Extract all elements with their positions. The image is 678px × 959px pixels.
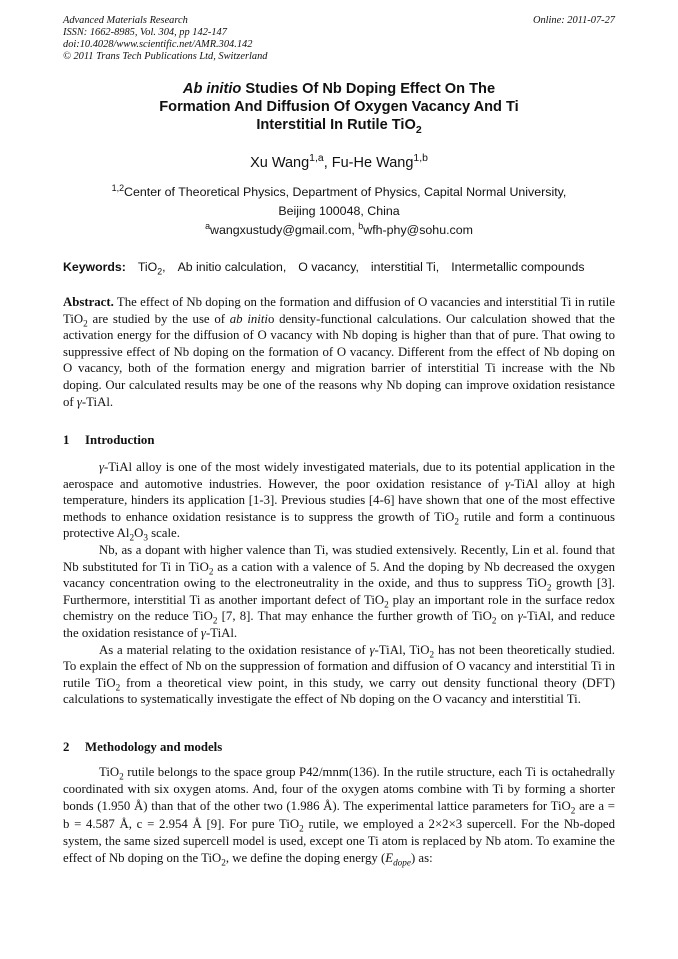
email-line: $^a$wangxustudy@gmail.com, $^b$wfh-phy@sohu.com [205, 220, 473, 237]
keyword-5: Intermetallic compounds [451, 260, 585, 274]
author-1: Xu Wang [250, 155, 310, 171]
section-1-number: 1 [63, 433, 70, 447]
affiliation-line1: Center of Theoretical Physics, Department of Physics, Capital Normal University, [124, 185, 567, 199]
keywords [63, 259, 615, 275]
section-1-title: Introduction [85, 433, 155, 447]
journal-name: Advanced Materials Research [63, 15, 188, 26]
section-2-number: 2 [63, 740, 70, 754]
email-a: wangxustudy@gmail.com, [210, 223, 359, 237]
intro-paragraph-3: As a material relating to the oxidation resistance of γ-TiAl, TiO$_2$ has not been theoretically studied. To explain the effect of Nb on the suppression of formation and diffusion of O vacancy and interstitial Ti in rutile TiO$_2$ from a theoretical view point, in this study, we carry out density functional theory (DFT) calculations to systematically investigate the effect of Nb doping on the O vacancy and interstitial Ti. [63, 642, 615, 707]
section-2-heading [63, 739, 615, 756]
title-italic: Ab initio [182, 81, 242, 97]
methods-paragraph-1: TiO$_2$ rutile belongs to the space group P42/mnm(136). In the rutile structure, each Ti is octahedrally coordinated with six oxygen atoms. And, four of the oxygen atoms combine with Ti by forming a shorter bonds (1.950 Å) than that of the other two (1.986 Å). The experimental lattice parameters for TiO$_2$ are a = b = 4.587 Å, c = 2.954 Å [9]. For pure TiO$_2$ rutile, we employed a 2×2×3 supercell. For the Nb-doped system, the same sized supercell model is used, except one Ti atom is replaced by Nb atom. To examine the effect of Nb doping on the TiO$_2$, we define the doping energy $(E_{dope})$ as: [63, 765, 615, 868]
author-2: Fu-He Wang [331, 155, 414, 171]
title-line2: Formation And Diffusion Of Oxygen Vacancy And Ti [159, 99, 519, 115]
issn-line: ISSN: 1662-8985, Vol. 304, pp 142-147 [63, 27, 227, 38]
email-b: wfh-phy@sohu.com [363, 223, 473, 237]
affiliation-line2: Beijing 100048, China [278, 204, 400, 218]
title-line3: Interstitial In Rutile TiO [256, 117, 416, 133]
abstract-label: Abstract. [63, 295, 114, 309]
copyright-line: © 2011 Trans Tech Publications Ltd, Switzerland [63, 51, 268, 62]
keyword-4: interstitial Ti, [370, 260, 440, 274]
abstract: Abstract. The effect of Nb doping on the formation and diffusion of O vacancies and interstitial Ti in rutile TiO$_2$ are studied by the use of ab initio density-functional calculations. Our calculation showed that the activation energy for the diffusion of O vacancy with Nb doping is higher than that of pure. That owing to suppressive effect of Nb doping on the formation of O vacancy. Different from the effect of Nb doping on O vacancy, both of the formation energy and migration barrier of interstitial Ti increase with the Nb doping. Our calculated results may be one of the reasons why Nb doping can improve oxidation resistance of γ-TiAl. [63, 295, 615, 409]
section-2-title: Methodology and models [85, 740, 223, 754]
online-date: Online: 2011-07-27 [532, 15, 615, 26]
affiliation: $^{1,2}$Center of Theoretical Physics, Department of Physics, Capital Normal University, Beijing 100048, China $^a$wangxustudy@gmail.com, $^b$wfh-phy@sohu.com [63, 183, 615, 240]
keyword-1: TiO$_2$, [137, 260, 166, 277]
journal-header [63, 15, 615, 63]
section-2-body [63, 764, 615, 867]
keyword-3: O vacancy, [298, 260, 359, 274]
keywords-label: Keywords: [63, 260, 126, 274]
author-list: Xu Wang$^{1,a}$, Fu-He Wang$^{1,b}$ [250, 153, 428, 171]
paper-title: Ab initio Studies Of Nb Doping Effect On The Formation And Diffusion Of Oxygen Vacancy And Ti Interstitial In Rutile TiO$_2$ [63, 80, 615, 134]
title-line1: Studies Of Nb Doping Effect On The [241, 81, 496, 97]
intro-paragraph-2: Nb, as a dopant with higher valence than Ti, was studied extensively. Recently, Lin et al. found that Nb substituted for Ti in TiO$_2$ as a cation with a valence of 5. And the doping by Nb decreased the oxygen vacancy concentration owing to the electroneutrality in the oxide, and thus to suppress TiO$_2$ growth [3]. Furthermore, interstitial Ti as another important defect of TiO$_2$ play an important role in the surface redox chemistry on the reduce TiO$_2$ [7, 8]. That may enhance the further growth of TiO$_2$ on γ-TiAl, and reduce the oxidation resistance of γ-TiAl. [63, 542, 616, 640]
section-1-heading [63, 432, 615, 449]
doi-line: doi:10.4028/www.scientific.net/AMR.304.142 [63, 39, 253, 50]
intro-paragraph-1: γ-TiAl alloy is one of the most widely investigated materials, due to its potential application in the aerospace and automotive industries. However, the poor oxidation resistance of γ-TiAl alloy at high temperature, hinders its application [1-3]. Previous studies [4-6] have shown that one of the most effective methods to enhance oxidation resistance is to suppress the growth of TiO$_2$ rutile and form a continuous protective $Al_2O_3$ scale. [63, 460, 615, 543]
section-1-body [63, 459, 615, 708]
keyword-2: Ab initio calculation, [177, 260, 287, 274]
